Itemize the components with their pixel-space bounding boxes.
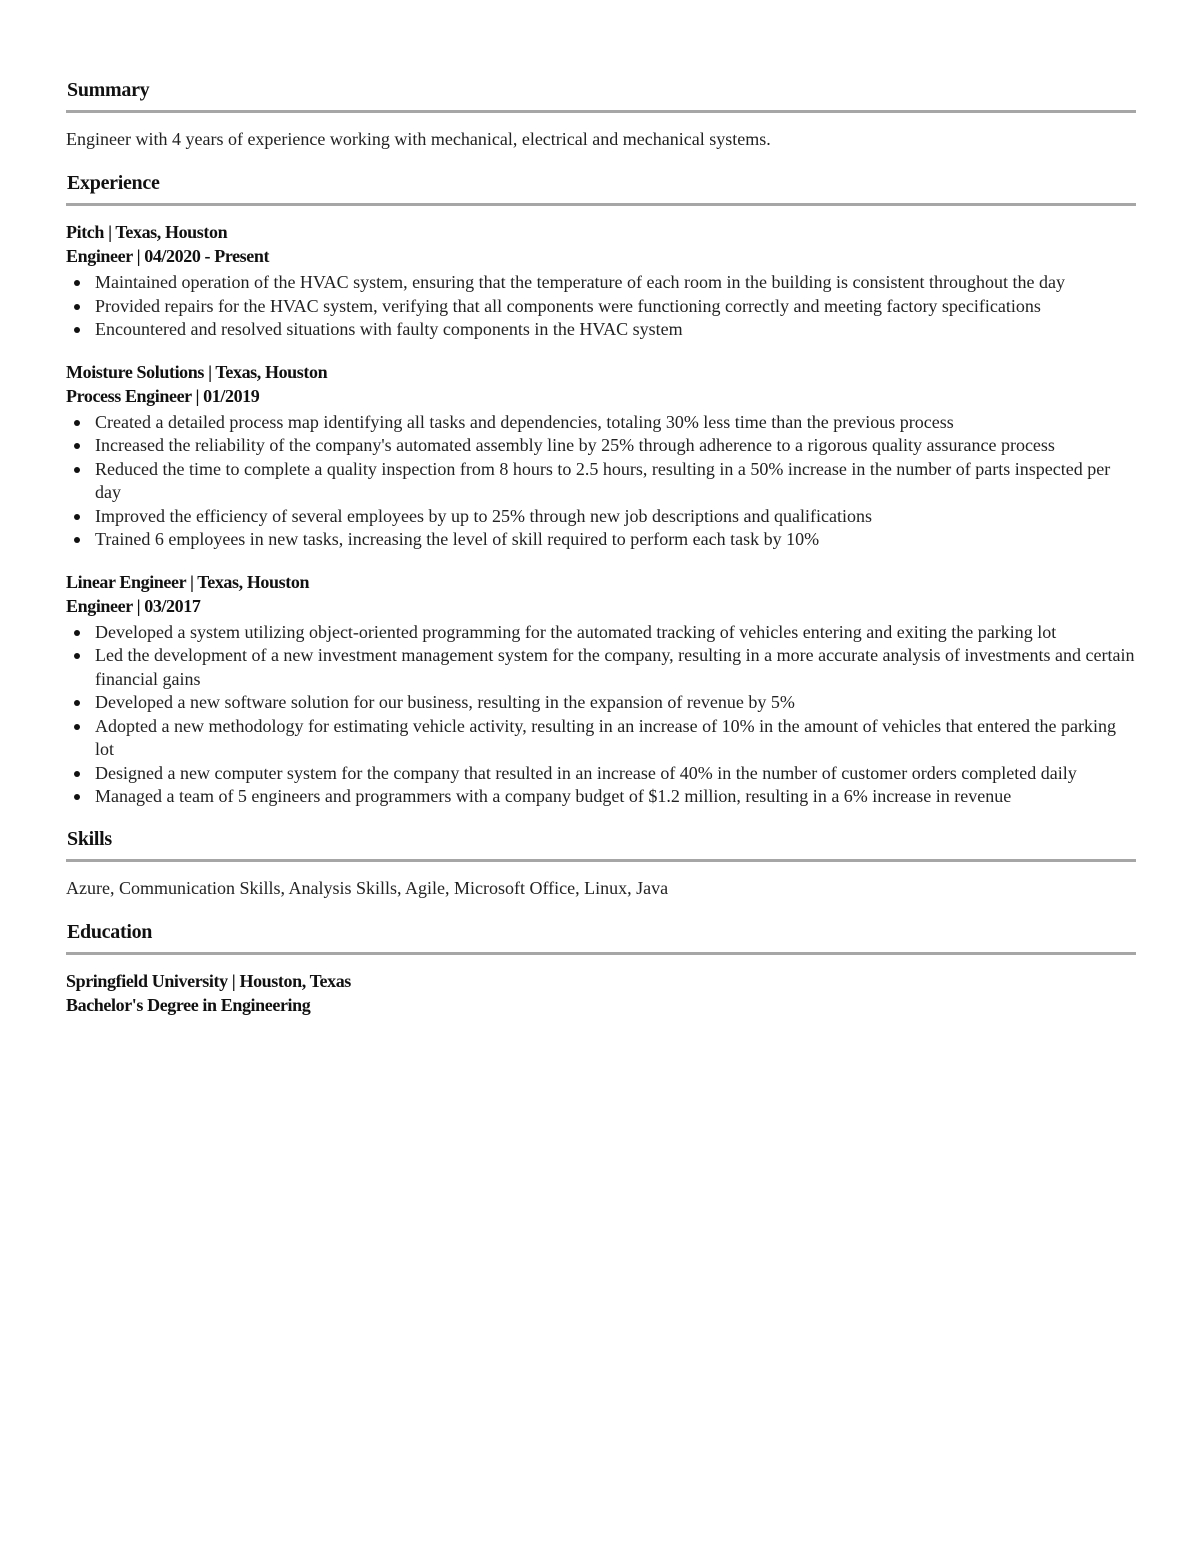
bullet-text: Managed a team of 5 engineers and programmers with a company budget of $1.2 million, resulting in a 6% increase in revenue xyxy=(95,786,1012,806)
section-divider xyxy=(66,859,1136,862)
resume-page xyxy=(66,78,1136,1017)
skills-text: Azure, Communication Skills, Analysis Skills, Agile, Microsoft Office, Linux, Java xyxy=(66,877,669,898)
bullet-dot-icon xyxy=(74,327,80,333)
bullet-dot-icon xyxy=(74,467,80,473)
job-role-line: Process Engineer | 01/2019 xyxy=(66,385,260,406)
summary-heading: Summary xyxy=(67,79,150,101)
job-role-line: Engineer | 04/2020 - Present xyxy=(66,246,270,266)
bullet-dot-icon xyxy=(74,630,80,636)
section-divider xyxy=(66,952,1136,955)
section-divider xyxy=(66,110,1136,113)
job-role-line: Engineer | 03/2017 xyxy=(66,595,201,616)
summary-text: Engineer with 4 years of experience working with mechanical, electrical and mechanical systems. xyxy=(66,129,771,149)
section-divider xyxy=(66,203,1136,206)
education-heading: Education xyxy=(67,920,153,943)
bullet-dot-icon xyxy=(74,420,80,426)
bullet-text: Developed a new software solution for our business, resulting in the expansion of revenue by 5% xyxy=(95,692,795,712)
job-entry xyxy=(66,360,1136,552)
job-bullet xyxy=(66,458,1136,505)
bullet-dot-icon xyxy=(74,537,80,543)
bullet-text: Increased the reliability of the company's automated assembly line by 25% through adherence to a rigorous quality assurance process xyxy=(95,435,1055,455)
job-bullet xyxy=(66,528,1136,552)
experience-section xyxy=(66,171,1136,809)
job-entry xyxy=(66,220,1136,342)
bullet-text: Adopted a new methodology for estimating vehicle activity, resulting in an increase of 10% in the amount of vehicles that entered the parking lot xyxy=(95,715,1117,759)
job-bullet xyxy=(66,411,1136,435)
education-entry xyxy=(66,969,1136,1017)
job-bullet xyxy=(66,644,1136,691)
bullet-dot-icon xyxy=(74,304,80,310)
job-company-line: Pitch | Texas, Houston xyxy=(66,222,228,242)
job-bullet xyxy=(66,505,1136,529)
bullet-text: Designed a new computer system for the company that resulted in an increase of 40% in the number of customer orders completed daily xyxy=(95,762,1077,783)
job-bullet xyxy=(66,691,1136,715)
job-company-line: Moisture Solutions | Texas, Houston xyxy=(66,361,328,382)
job-bullet xyxy=(66,621,1136,645)
education-section xyxy=(66,920,1136,1017)
bullet-dot-icon xyxy=(74,700,80,706)
skills-heading: Skills xyxy=(67,827,112,850)
bullet-text: Created a detailed process map identifying all tasks and dependencies, totaling 30% less time than the previous process xyxy=(95,411,954,432)
bullet-dot-icon xyxy=(74,724,80,730)
bullet-dot-icon xyxy=(74,794,80,800)
job-bullet xyxy=(66,715,1136,762)
experience-heading: Experience xyxy=(67,172,160,194)
job-bullet xyxy=(66,785,1136,809)
bullet-text: Reduced the time to complete a quality inspection from 8 hours to 2.5 hours, resulting in a 50% increase in the number of parts inspected per day xyxy=(95,458,1111,502)
bullet-text: Led the development of a new investment management system for the company, resulting in a more accurate analysis of investments and certain financial gains xyxy=(95,645,1135,689)
bullet-dot-icon xyxy=(74,653,80,659)
bullet-text: Improved the efficiency of several employees by up to 25% through new job descriptions and qualifications xyxy=(95,505,872,526)
job-bullet xyxy=(66,318,1136,342)
job-bullet xyxy=(66,295,1136,319)
job-bullet xyxy=(66,762,1136,786)
job-entry xyxy=(66,570,1136,809)
bullet-dot-icon xyxy=(74,514,80,520)
job-bullet xyxy=(66,434,1136,458)
job-bullet-list xyxy=(66,621,1136,809)
bullet-text: Provided repairs for the HVAC system, verifying that all components were functioning correctly and meeting factory specifications xyxy=(95,295,1041,316)
bullet-text: Maintained operation of the HVAC system, ensuring that the temperature of each room in the building is consistent throughout the day xyxy=(95,272,1065,292)
skills-section xyxy=(66,827,1136,900)
education-school-line: Springfield University | Houston, Texas xyxy=(66,970,351,991)
job-bullet xyxy=(66,271,1136,295)
job-bullet-list xyxy=(66,271,1136,342)
summary-section xyxy=(66,78,1136,151)
bullet-dot-icon xyxy=(74,280,80,286)
bullet-text: Trained 6 employees in new tasks, increasing the level of skill required to perform each task by 10% xyxy=(95,529,820,549)
bullet-text: Encountered and resolved situations with faulty components in the HVAC system xyxy=(95,319,683,339)
bullet-text: Developed a system utilizing object-oriented programming for the automated tracking of vehicles entering and exiting the parking lot xyxy=(95,621,1057,642)
job-company-line: Linear Engineer | Texas, Houston xyxy=(66,571,310,592)
bullet-dot-icon xyxy=(74,771,80,777)
bullet-dot-icon xyxy=(74,443,80,449)
education-degree-line: Bachelor's Degree in Engineering xyxy=(66,994,311,1015)
job-bullet-list xyxy=(66,411,1136,552)
